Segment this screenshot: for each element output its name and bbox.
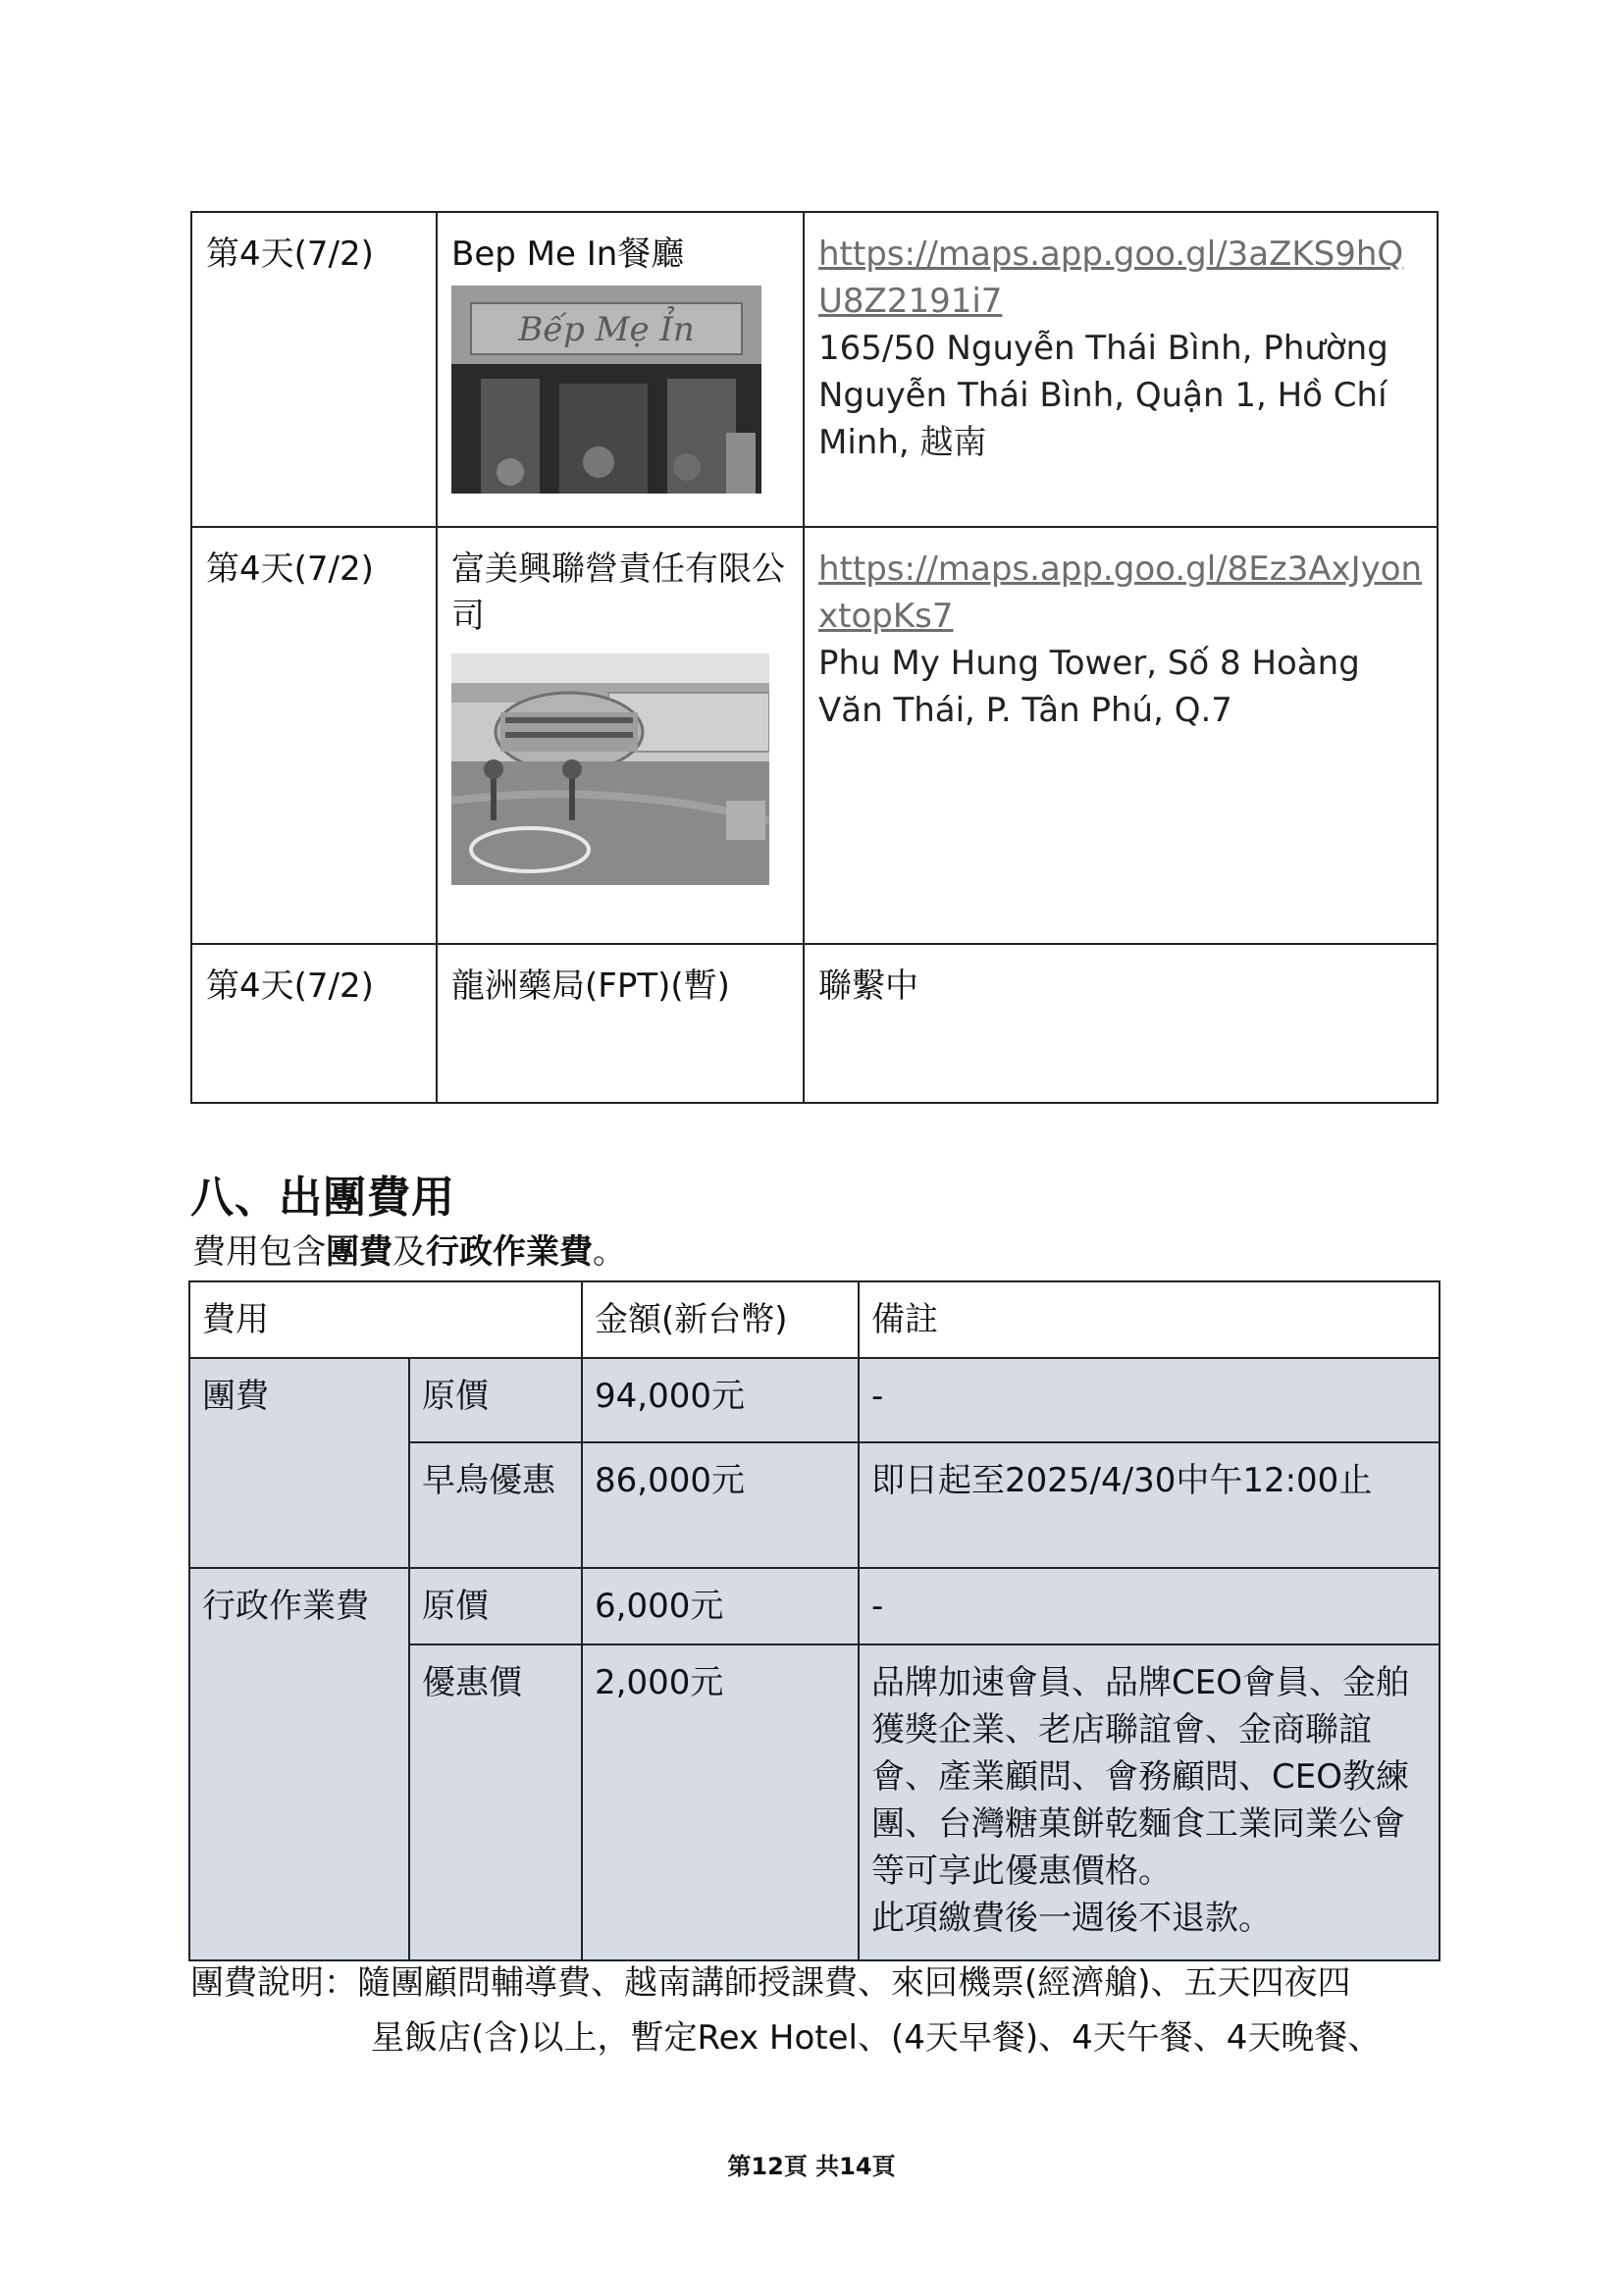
fee-category-cell: 團費 xyxy=(189,1358,409,1568)
table-row xyxy=(191,944,1438,1103)
amount-cell: 2,000元 xyxy=(582,1644,859,1960)
location-cell xyxy=(804,212,1438,527)
header-cell: 費用 xyxy=(189,1281,582,1358)
table-row xyxy=(191,212,1438,527)
fee-category-cell: 行政作業費 xyxy=(189,1568,409,1960)
place-cell xyxy=(437,212,804,527)
note-cell: 即日起至2025/4/30中午12:00止 xyxy=(859,1442,1440,1568)
photo-sign-text: Bếp Mẹ Ỉn xyxy=(518,310,695,349)
page-footer: 第12頁 共14頁 xyxy=(727,2153,896,2180)
refund-policy-text: 此項繳費後一週後不退款。 xyxy=(871,1899,1272,1938)
subtitle-text: 。 xyxy=(593,1232,626,1272)
note-cell: - xyxy=(859,1568,1440,1644)
group-fee-note-line1: 團費說明：隨團顧問輔導費、越南講師授課費、來回機票(經濟艙)、五天四夜四 xyxy=(190,1963,1351,2003)
note-cell: - xyxy=(859,1358,1440,1442)
header-cell: 備註 xyxy=(859,1281,1440,1358)
day-cell: 第4天(7/2) xyxy=(191,212,437,527)
place-cell xyxy=(437,527,804,944)
place-cell: 龍洲藥局(FPT)(暫) xyxy=(437,944,804,1103)
note-cell xyxy=(859,1644,1440,1960)
group-fee-note-line2: 星飯店(含)以上，暫定Rex Hotel、(4天早餐)、4天午餐、4天晚餐、 xyxy=(371,2018,1382,2058)
map-link[interactable]: https://maps.app.goo.gl/8Ez3AxJyonxtopKs7 xyxy=(818,549,1423,636)
subtitle-bold-text: 行政作業費 xyxy=(426,1232,593,1272)
table-header-row xyxy=(189,1281,1440,1358)
discount-eligibility-text: 品牌加速會員、品牌CEO會員、金舶獲獎企業、老店聯誼會、金商聯誼會、產業顧問、會務顧問、CEO教練團、台灣糖菓餅乾麵食工業同業公會等可享此優惠價格。 xyxy=(871,1663,1409,1891)
fee-type-cell: 早鳥優惠 xyxy=(409,1442,582,1568)
address-text: Phu My Hung Tower, Số 8 Hoàng Văn Thái, P. Tân Phú, Q.7 xyxy=(818,644,1360,730)
location-cell xyxy=(804,527,1438,944)
subtitle-text: 及 xyxy=(393,1232,426,1272)
building-photo xyxy=(451,653,769,885)
table-row xyxy=(189,1568,1440,1644)
fee-table xyxy=(188,1280,1440,1961)
status-cell: 聯繫中 xyxy=(804,944,1438,1103)
fee-type-cell: 原價 xyxy=(409,1358,582,1442)
restaurant-photo xyxy=(451,286,761,494)
section-title: 八、出團費用 xyxy=(190,1173,455,1223)
section-subtitle xyxy=(192,1225,626,1273)
subtitle-bold-text: 團費 xyxy=(326,1232,393,1272)
day-cell: 第4天(7/2) xyxy=(191,944,437,1103)
table-row xyxy=(189,1358,1440,1442)
place-name: Bep Me In餐廳 xyxy=(451,235,685,274)
amount-cell: 94,000元 xyxy=(582,1358,859,1442)
amount-cell: 86,000元 xyxy=(582,1442,859,1568)
header-cell: 金額(新台幣) xyxy=(582,1281,859,1358)
subtitle-text: 費用包含 xyxy=(192,1232,326,1272)
place-name: 富美興聯營責任有限公司 xyxy=(451,549,785,636)
map-link[interactable]: https://maps.app.goo.gl/3aZKS9hQU8Z2191i7 xyxy=(818,235,1404,321)
itinerary-table xyxy=(190,211,1439,1104)
fee-type-cell: 原價 xyxy=(409,1568,582,1644)
address-text: 165/50 Nguyễn Thái Bình, Phường Nguyễn Thái Bình, Quận 1, Hồ Chí Minh, 越南 xyxy=(818,329,1388,462)
amount-cell: 6,000元 xyxy=(582,1568,859,1644)
fee-type-cell: 優惠價 xyxy=(409,1644,582,1960)
day-cell: 第4天(7/2) xyxy=(191,527,437,944)
table-row xyxy=(191,527,1438,944)
